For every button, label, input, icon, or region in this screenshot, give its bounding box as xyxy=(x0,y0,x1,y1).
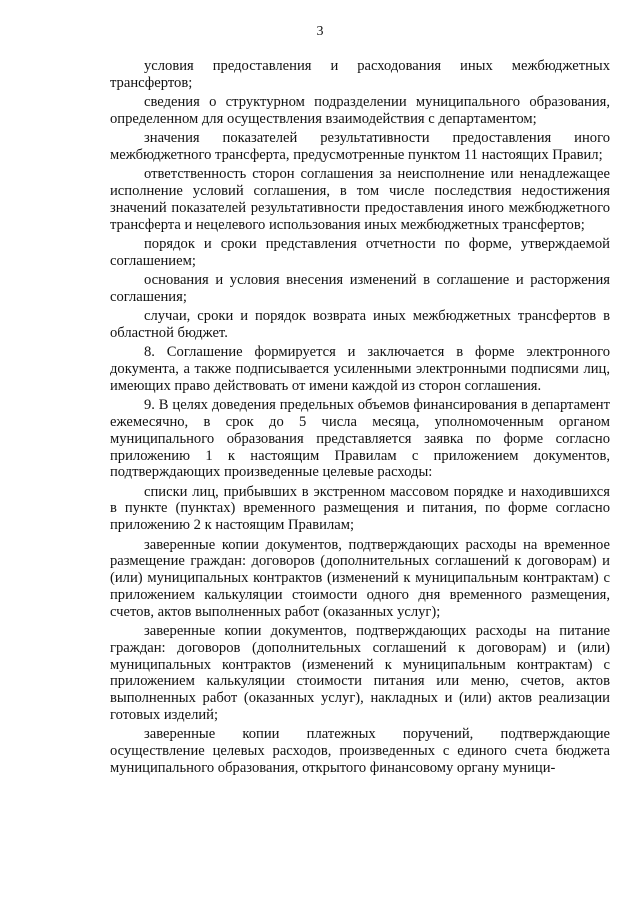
paragraph-item-8: 8. Соглашение формируется и заключается в форме электронного документа, а также подписывается усиленными электронными подписями лиц, имеющих право действовать от имени каждой из сторон соглашения. xyxy=(110,344,610,394)
paragraph-item-9: 9. В целях доведения предельных объемов финансирования в департамент ежемесячно, в срок до 5 числа месяца, уполномоченным органом муниципального образования представляется заявка по форме согласно приложению 1 к настоящим Правилам с приложением документов, подтверждающих произведенные целевые расходы: xyxy=(110,397,610,481)
paragraph-payment-orders: заверенные копии платежных поручений, подтверждающие осуществление целевых расходов, произведенных с единого счета бюджета муниципального образования, открытого финансовому органу муници- xyxy=(110,726,610,776)
paragraph-performance-indicators: значения показателей результативности предоставления иного межбюджетного трансферта, предусмотренные пунктом 11 настоящих Правил; xyxy=(110,130,610,163)
paragraph-amendments: основания и условия внесения изменений в соглашение и расторжения соглашения; xyxy=(110,272,610,305)
paragraph-lists-of-persons: списки лиц, прибывших в экстренном массовом порядке и находившихся в пункте (пунктах) временного размещения и питания, по форме согласно приложению 2 к настоящим Правилам; xyxy=(110,483,610,534)
page-number: 3 xyxy=(316,24,324,39)
paragraph-conditions-transfers: условия предоставления и расходования иных межбюджетных трансфертов; xyxy=(110,58,610,91)
paragraph-structural-unit: сведения о структурном подразделении муниципального образования, определенном для осуществления взаимодействия с департаментом; xyxy=(110,94,610,127)
document-body xyxy=(110,58,610,779)
paragraph-food-docs: заверенные копии документов, подтверждающих расходы на питание граждан: договоров (дополнительных соглашений к договорам) и (или) муниципальных контрактов (изменений к муниципальным контрактам) с приложением калькуляции стоимости питания или меню, счетов, актов выполненных работ (оказанных услуг), накладных и (или) актов реализации готовых изделий; xyxy=(110,623,610,723)
paragraph-responsibility: ответственность сторон соглашения за неисполнение или ненадлежащее исполнение условий соглашения, в том числе последствия недостижения значений показателей результативности предоставления иного межбюджетного трансферта и нецелевого использования иных межбюджетных трансфертов; xyxy=(110,166,610,233)
paragraph-reporting: порядок и сроки представления отчетности по форме, утверждаемой соглашением; xyxy=(110,235,610,269)
paragraph-refund: случаи, сроки и порядок возврата иных межбюджетных трансфертов в областной бюджет. xyxy=(110,308,610,341)
paragraph-accommodation-docs: заверенные копии документов, подтверждающих расходы на временное размещение граждан: договоров (дополнительных соглашений к договорам) и (или) муниципальных контрактов (изменений к муниципальным контрактам) с приложением калькуляции стоимости одного дня временного размещения, счетов, актов выполненных работ (оказанных услуг); xyxy=(110,536,610,620)
